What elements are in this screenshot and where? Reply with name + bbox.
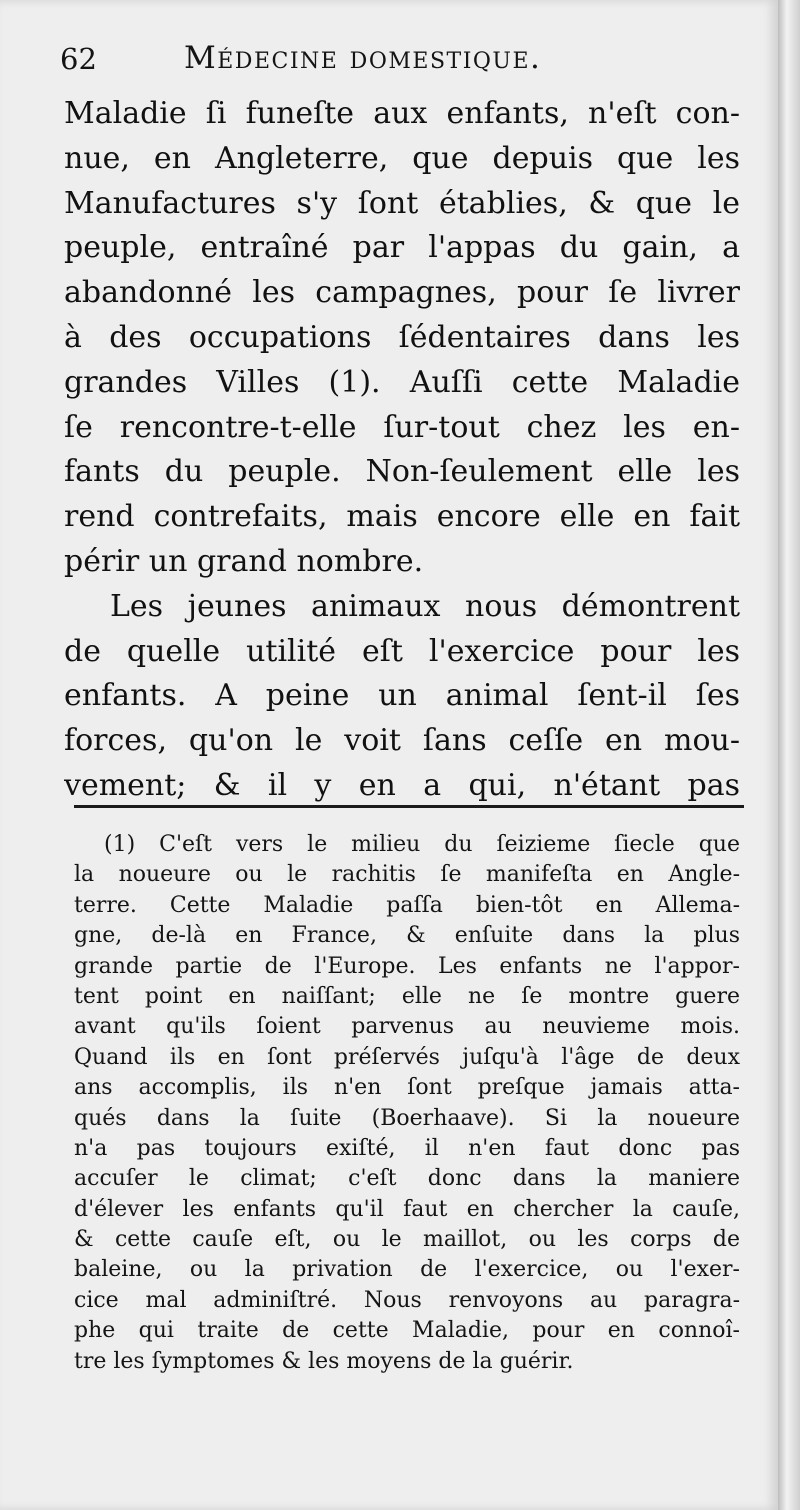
text-line: à des occupations ſédentaires dans les — [64, 319, 740, 355]
text-line: grandes Villes (1). Auſſi cette Maladie — [64, 364, 740, 400]
page-header — [60, 38, 620, 84]
footnote-line: cice mal adminiſtré. Nous renvoyons au paragra- — [74, 1287, 740, 1313]
text-line: abandonné les campagnes, pour ſe livrer — [64, 275, 740, 311]
page-number: 62 — [60, 42, 97, 76]
text-line: enfants. A peine un animal ſent-il ſes — [64, 678, 740, 714]
footnote-line: tre les ſymptomes & les moyens de la guérir. — [74, 1348, 574, 1374]
footnote-rule — [74, 805, 744, 808]
footnote-line: grande partie de l'Europe. Les enfants ne l'appor- — [74, 953, 740, 979]
footnote-line: la noueure ou le rachitis ſe manifeſta en Angle- — [74, 862, 740, 888]
footnote-line: tent point en naiſſant; elle ne ſe montre guere — [74, 983, 740, 1009]
footnote-line: ans accomplis, ils n'en ſont preſque jamais atta- — [74, 1075, 740, 1101]
footnote-line: baleine, ou la privation de l'exercice, ou l'exer- — [74, 1257, 740, 1283]
text-line: peuple, entraîné par l'appas du gain, a — [64, 230, 740, 266]
page-gutter — [778, 0, 800, 1510]
text-line: forces, qu'on le voit ſans ceſſe en mou- — [64, 723, 740, 759]
footnote-line: n'a pas toujours exiſté, il n'en faut donc pas — [74, 1135, 740, 1161]
footnote-line: & cette cauſe eſt, ou le maillot, ou les corps de — [74, 1227, 740, 1253]
text-line: nue, en Angleterre, que depuis que les — [64, 140, 740, 176]
running-title: Médecine domestique. — [184, 40, 542, 76]
footnote-line: Quand ils en ſont préſervés juſqu'à l'âge de deux — [74, 1044, 740, 1070]
footnote-line: accuſer le climat; c'eſt donc dans la maniere — [74, 1166, 740, 1192]
footnote-line: phe qui traite de cette Maladie, pour en connoî- — [74, 1318, 740, 1344]
text-line: vement; & il y en a qui, n'étant pas — [64, 767, 740, 803]
text-line: de quelle utilité eſt l'exercice pour les — [64, 633, 740, 669]
text-line: fants du peuple. Non-ſeulement elle les — [64, 454, 740, 490]
footnote-line: avant qu'ils ſoient parvenus au neuvieme mois. — [74, 1014, 740, 1040]
text-line: Manufactures s'y ſont établies, & que le — [64, 185, 740, 221]
footnote-line: terre. Cette Maladie paſſa bien-tôt en Allema- — [74, 892, 740, 918]
footnote-line: (1) C'eſt vers le milieu du ſeizieme ſiecle que — [104, 832, 740, 857]
footnote — [74, 830, 740, 1377]
text-line: Maladie ſi funeſte aux enfants, n'eſt con- — [64, 96, 740, 131]
text-line: périr un grand nombre. — [64, 543, 424, 579]
footnote-line: gne, de-là en France, & enſuite dans la plus — [74, 923, 740, 949]
main-text — [64, 92, 740, 809]
text-line: Les jeunes animaux nous démontrent — [110, 588, 740, 624]
footnote-line: qués dans la ſuite (Boerhaave). Si la noueure — [74, 1105, 740, 1131]
text-line: ſe rencontre-t-elle ſur-tout chez les en- — [64, 409, 740, 445]
text-line: rend contrefaits, mais encore elle en fait — [64, 499, 740, 535]
footnote-line: d'élever les enfants qu'il faut en chercher la cauſe, — [74, 1196, 740, 1222]
